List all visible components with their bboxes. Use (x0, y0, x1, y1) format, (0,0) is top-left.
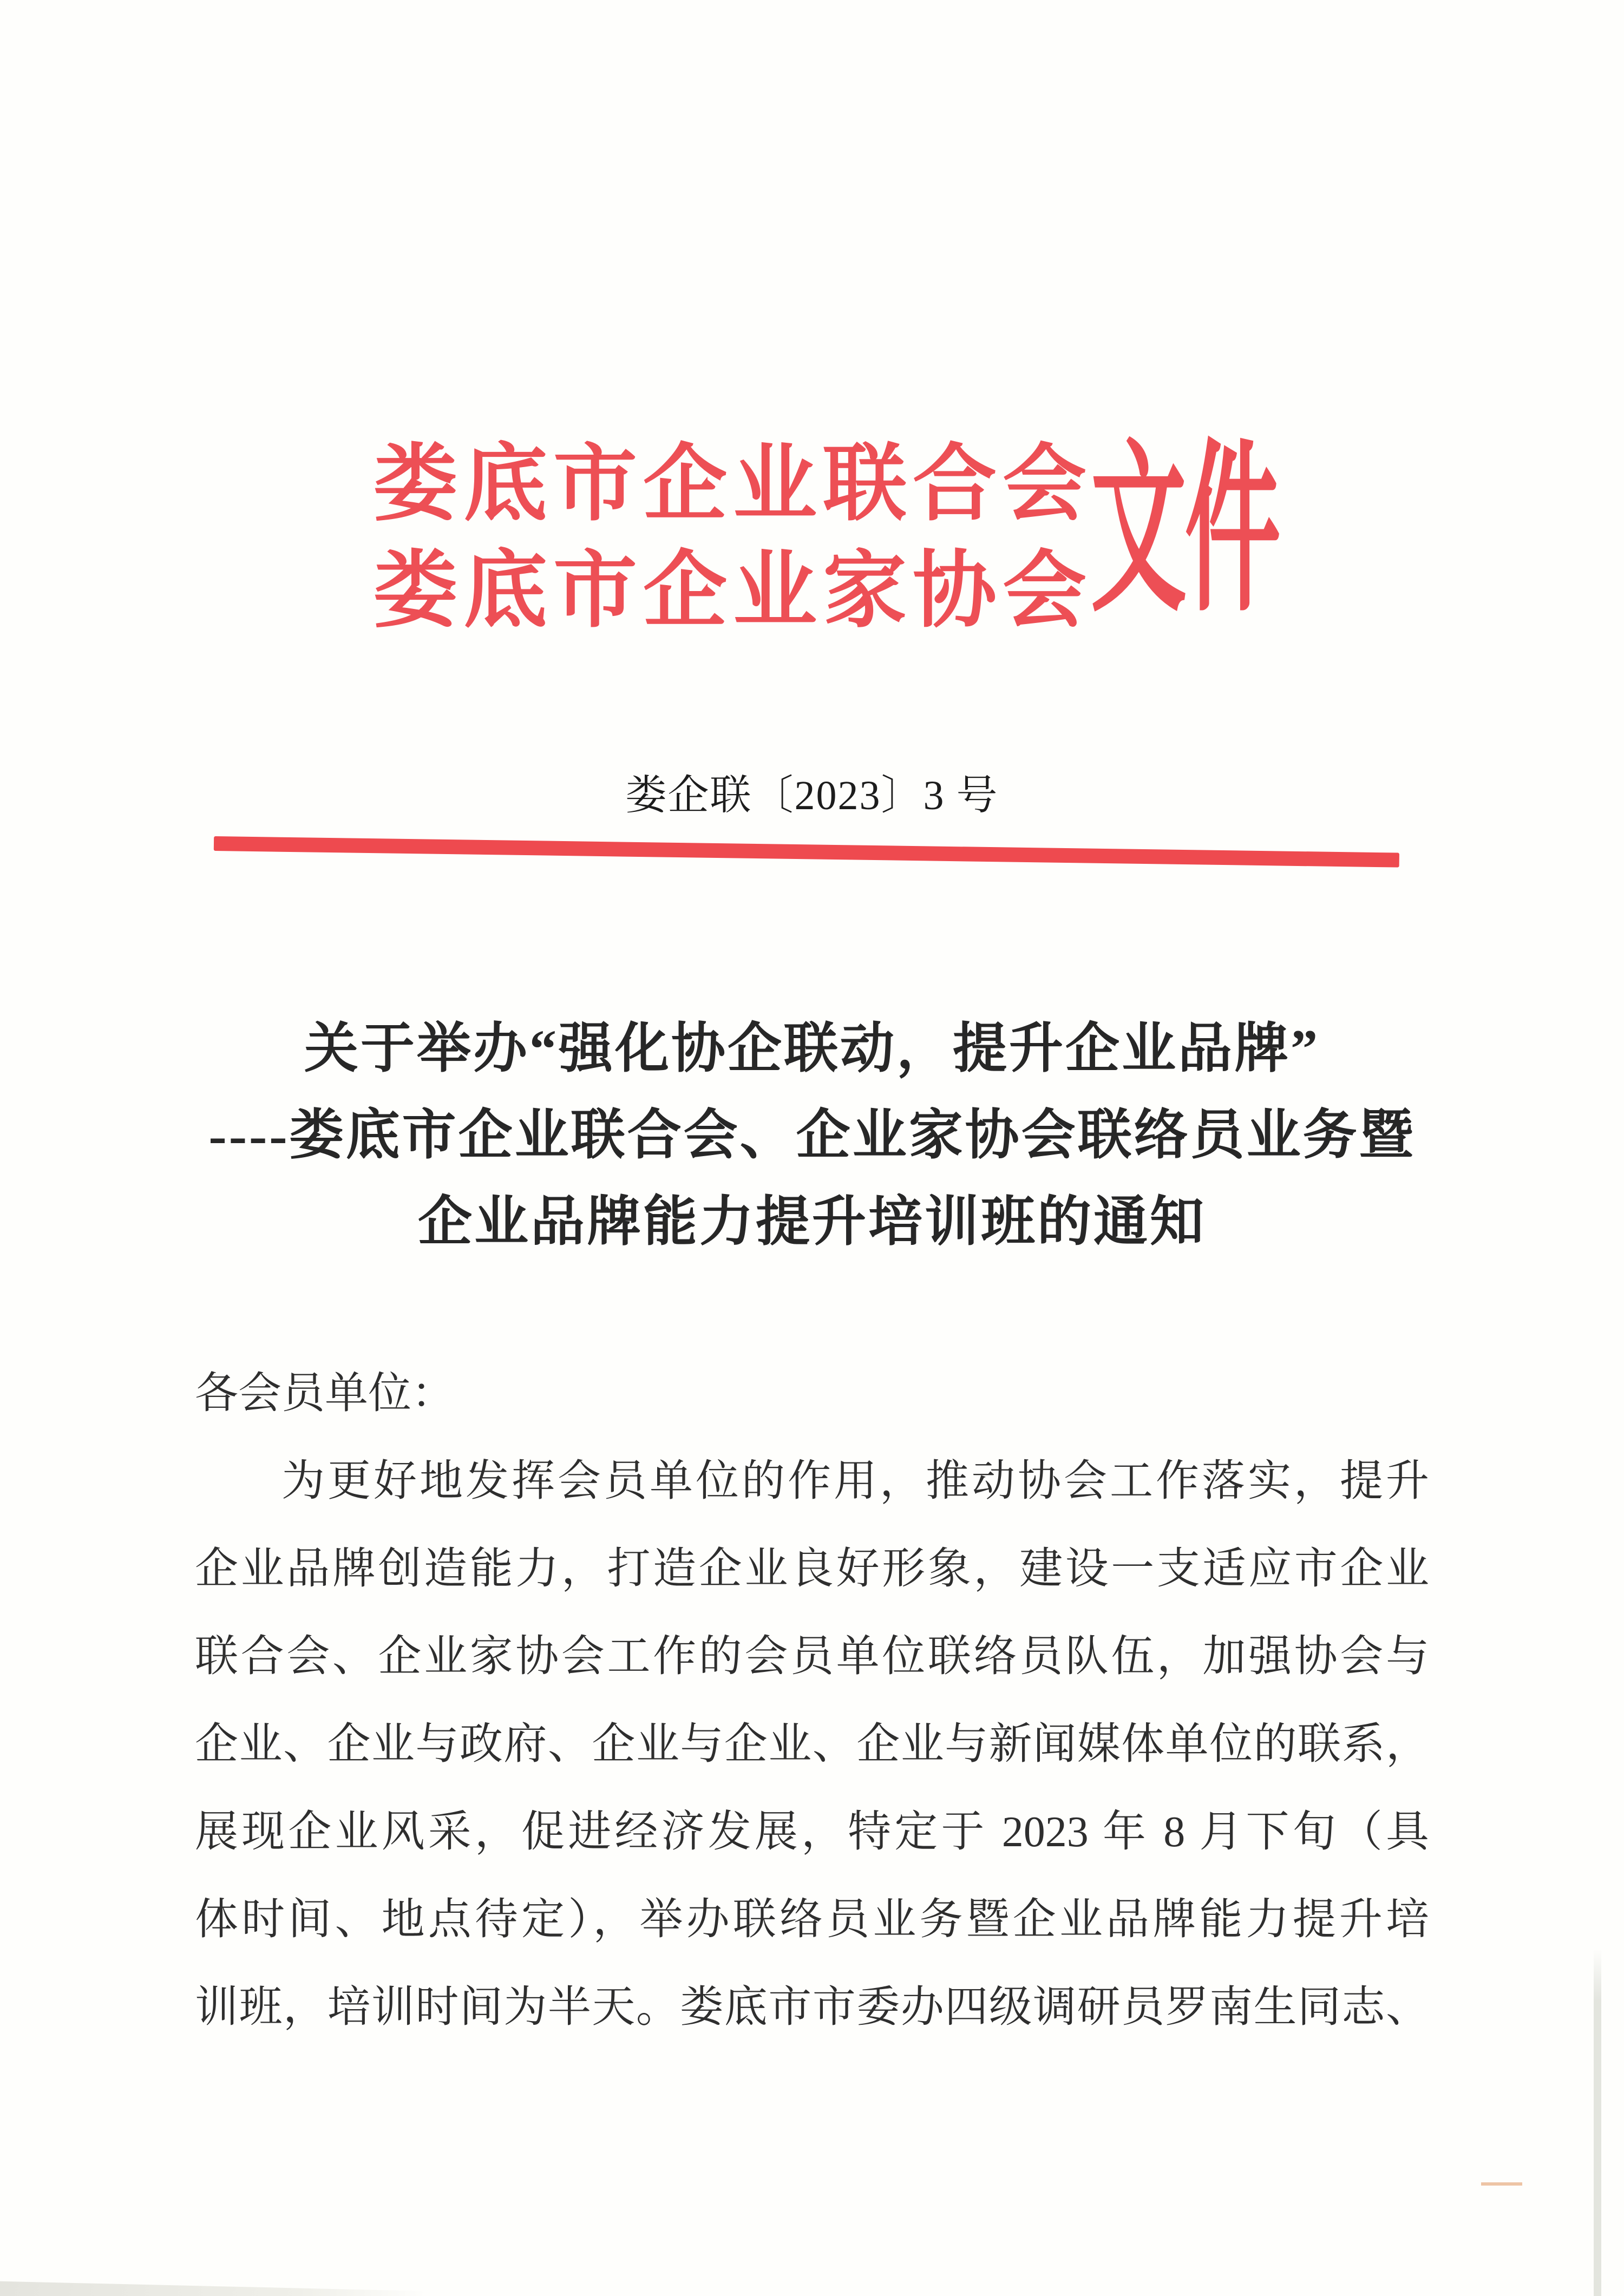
title-line-2: ----娄底市企业联合会、企业家协会联络员业务暨 (208, 1105, 1416, 1165)
doc-type-label: 文件 (1091, 429, 1279, 633)
title-line-3: 企业品牌能力提升培训班的通知 (418, 1192, 1206, 1252)
body-paragraph-line: 训班，培训时间为半天。娄底市市委办四级调研员罗南生同志、 (195, 1984, 1429, 2031)
body-paragraph-line: 为更好地发挥会员单位的作用，推动协会工作落实，提升 (281, 1458, 1429, 1505)
scan-streak-right-edge (1594, 1949, 1601, 2296)
body-paragraph-line: 企业品牌创造能力，打造企业良好形象，建设一支适应市企业 (195, 1545, 1429, 1593)
scan-artifact-orange-tick (1481, 2182, 1522, 2186)
body-paragraph-line: 联合会、企业家协会工作的会员单位联络员队伍，加强协会与 (195, 1633, 1429, 1681)
title-line-1: 关于举办“强化协企联动，提升企业品牌” (304, 1019, 1320, 1079)
body-paragraph-line: 展现企业风采，促进经济发展，特定于 2023 年 8 月下旬（具 (195, 1808, 1429, 1856)
salutation: 各会员单位： (195, 1370, 455, 1418)
document-number: 娄企联〔2023〕3 号 (625, 773, 999, 818)
red-separator-rule (214, 836, 1399, 868)
org-name-line-1: 娄底市企业联合会 (374, 438, 1092, 531)
document-body (195, 1350, 1429, 2051)
body-paragraph-line: 企业、企业与政府、企业与企业、企业与新闻媒体单位的联系， (195, 1721, 1429, 1768)
org-name-line-2: 娄底市企业家协会 (374, 545, 1092, 638)
body-paragraph-line: 体时间、地点待定），举办联络员业务暨企业品牌能力提升培 (195, 1896, 1429, 1944)
scan-shadow-bottom-left (0, 2279, 428, 2296)
